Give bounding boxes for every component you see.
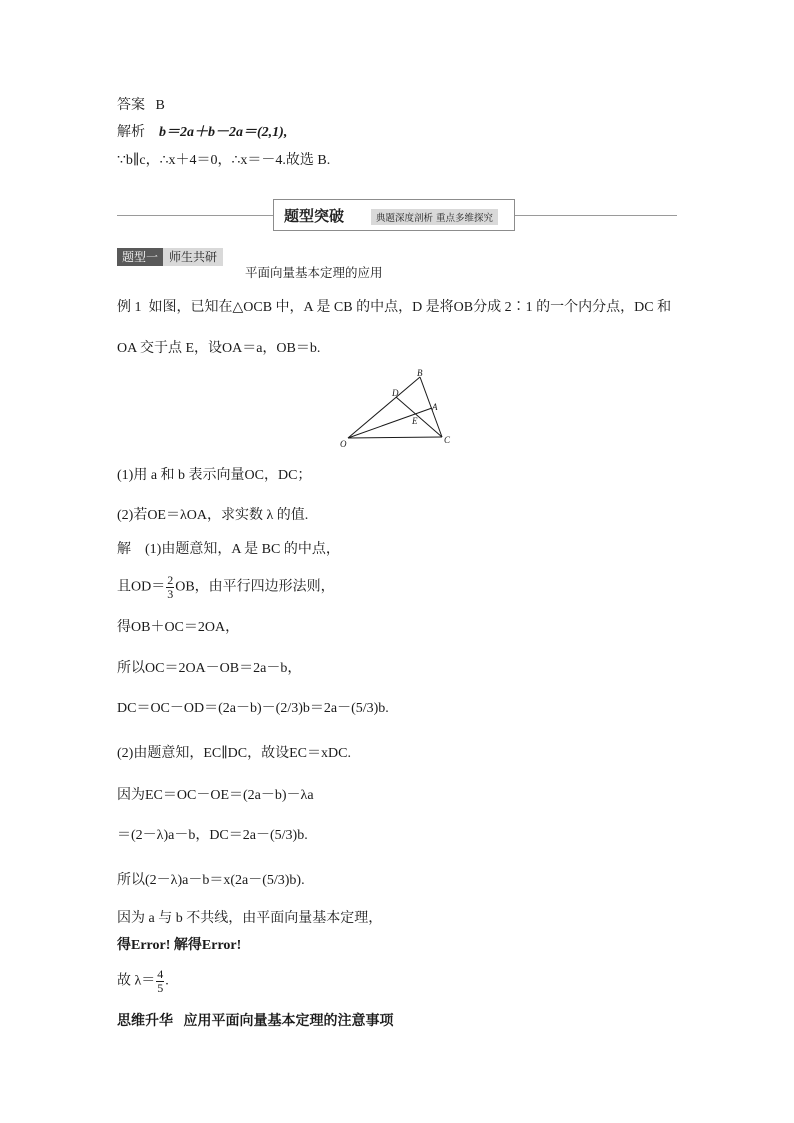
answer-line: [117, 96, 165, 116]
section-rule-left: [117, 215, 273, 216]
section-title: 题型突破: [284, 207, 345, 225]
solution-step-11: 得Error! 解得Error!: [117, 938, 242, 953]
solution-step-6: (2)由题意知，EC∥DC，故设EC＝xDC.: [117, 746, 351, 761]
answer-label: 答案: [117, 98, 145, 113]
solution-step-4: 所以OC＝2OA－OB＝2a－b，: [117, 661, 302, 676]
answer-value: B: [155, 98, 165, 113]
analysis-label: 解析: [117, 125, 145, 140]
thinking-summary: [117, 1012, 394, 1032]
solution-step-10: 因为 a 与 b 不共线，由平面向量基本定理，: [117, 911, 383, 926]
section-rule-right: [515, 215, 677, 216]
solution-step-2-post: OB，由平行四边形法则，: [175, 579, 335, 595]
question-2: (2)若OE＝λOA，求实数 λ 的值.: [117, 508, 309, 523]
fraction-four-fifths: [156, 968, 164, 995]
solution-step-7: 因为EC＝OC－OE＝(2a－b)－λa: [117, 788, 314, 803]
solution-step-1: 解 (1)由题意知，A 是 BC 的中点，: [117, 542, 340, 557]
topic-tag: [117, 248, 223, 266]
analysis-line-2: ∵b∥c，∴x＋4＝0，∴x＝－4.故选 B.: [117, 153, 331, 168]
solution-step-12-pre: 故 λ＝: [117, 973, 156, 989]
example-line-2: OA 交于点 E，设OA＝a，OB＝b.: [117, 341, 321, 356]
label-b: B: [417, 368, 423, 378]
triangle-figure: [340, 368, 460, 452]
thinking-summary-label: 思维升华: [117, 1014, 173, 1029]
label-o: O: [340, 439, 347, 449]
label-d: D: [392, 388, 399, 398]
fraction-denominator: 5: [157, 981, 164, 995]
topic-tag-number: 题型一: [117, 248, 163, 266]
topic-tag-mode: 师生共研: [163, 248, 223, 266]
fraction-numerator: 4: [157, 967, 164, 981]
analysis-line-1: [117, 123, 287, 143]
fraction-numerator: 2: [167, 573, 174, 587]
label-c: C: [444, 435, 451, 445]
solution-step-12: [117, 968, 169, 995]
solution-step-12-post: .: [165, 973, 169, 989]
example-label: 例 1: [117, 300, 142, 315]
analysis-formula-1: b＝2a＋b－2a＝(2,1),: [159, 125, 288, 140]
segment-ob: [348, 377, 420, 438]
segment-oa: [348, 408, 432, 438]
section-subtitle: 典题深度剖析 重点多维探究: [371, 209, 498, 225]
label-e: E: [412, 416, 418, 426]
solution-step-5: DC＝OC－OD＝(2a－b)－(2/3)b＝2a－(5/3)b.: [117, 701, 389, 716]
thinking-summary-text: 应用平面向量基本定理的注意事项: [183, 1014, 394, 1029]
solution-step-3: 得OB＋OC＝2OA，: [117, 620, 240, 635]
label-a: A: [432, 402, 438, 412]
example-line-1: [117, 298, 671, 318]
segment-oc: [348, 437, 442, 438]
question-1: (1)用 a 和 b 表示向量OC，DC；: [117, 468, 312, 483]
fraction-denominator: 3: [167, 587, 174, 601]
solution-step-9: 所以(2－λ)a－b＝x(2a－(5/3)b).: [117, 873, 305, 888]
example-text-1: 如图，已知在△OCB 中，A 是 CB 的中点，D 是将OB分成 2∶1 的一个内分点，DC 和: [148, 300, 672, 315]
solution-step-2-pre: 且OD＝: [117, 579, 166, 595]
fraction-two-thirds: [166, 574, 174, 601]
solution-step-8: ＝(2－λ)a－b，DC＝2a－(5/3)b.: [117, 828, 308, 843]
solution-step-2: [117, 574, 335, 601]
section-header: [273, 199, 515, 231]
topic-title: 平面向量基本定理的应用: [245, 265, 383, 280]
